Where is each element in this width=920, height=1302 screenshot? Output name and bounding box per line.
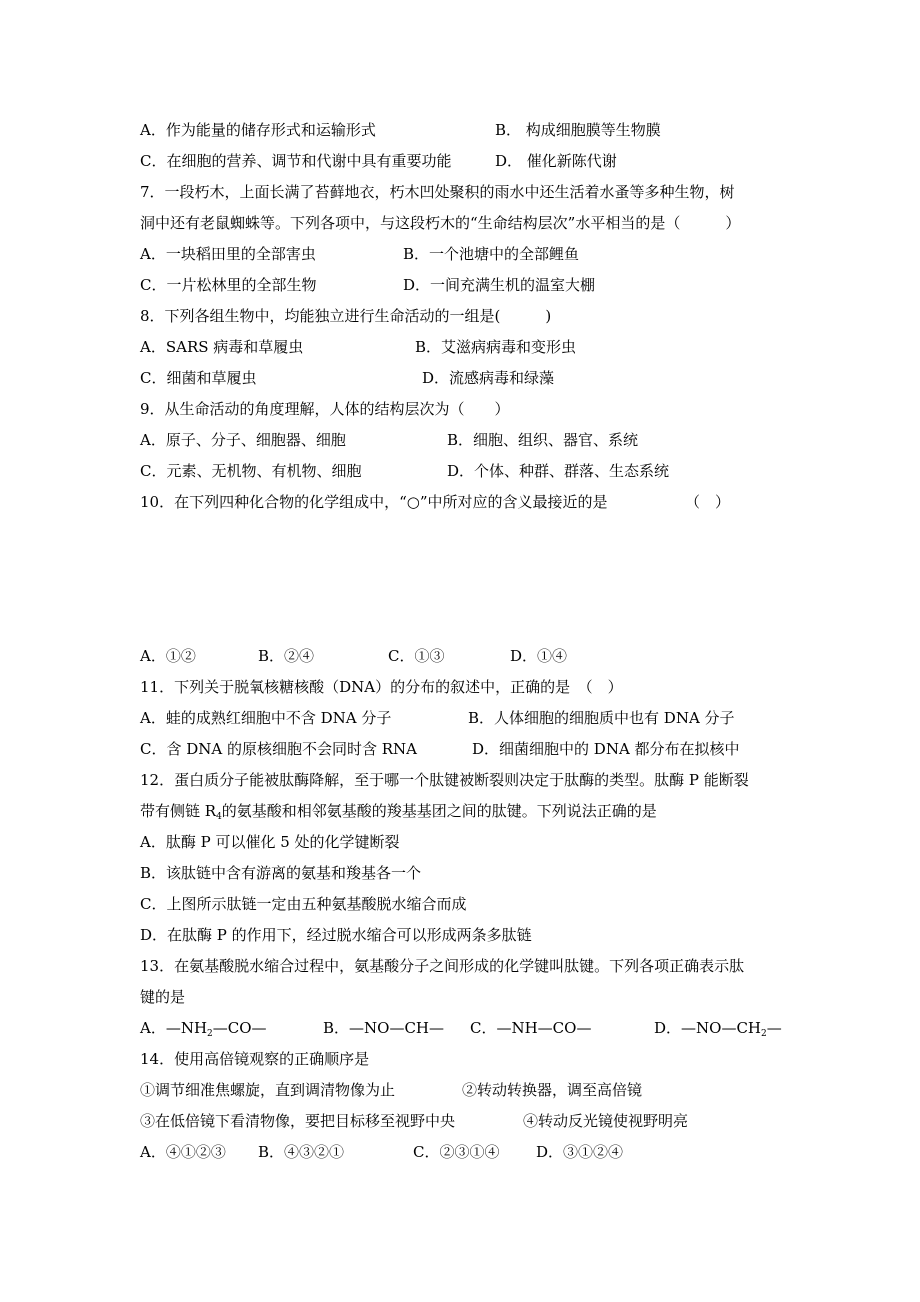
q14-option-c: C．②③①④	[413, 1143, 500, 1161]
q12-option-d: D．在肽酶 P 的作用下，经过脱水缩合可以形成两条多肽链	[140, 926, 532, 944]
q6-option-d: D． 催化新陈代谢	[495, 152, 617, 170]
q11-option-b: B．人体细胞的细胞质中也有 DNA 分子	[468, 709, 735, 727]
q13-option-a-subscript: 2	[207, 1029, 213, 1039]
q11-stem: 11．下列关于脱氧核糖核酸（DNA）的分布的叙述中，正确的是 （ ）	[140, 678, 623, 696]
q6-option-b: B． 构成细胞膜等生物膜	[495, 121, 661, 139]
q8-option-a: A．SARS 病毒和草履虫	[140, 338, 304, 356]
q13-stem-line-1: 13．在氨基酸脱水缩合过程中，氨基酸分子之间形成的化学键叫肽键。下列各项正确表示肽	[140, 957, 745, 975]
q13-option-d	[654, 1018, 782, 1038]
q11-option-d: D．细菌细胞中的 DNA 都分布在拟核中	[472, 740, 740, 758]
q13-option-d-start: D．—NO—CH	[654, 1019, 762, 1037]
q12-stem-line-1: 12．蛋白质分子能被肽酶降解，至于哪一个肽键被断裂则决定于肽酶的类型。肽酶 P 能断裂	[140, 771, 749, 789]
q10-option-d: D．①④	[510, 647, 568, 665]
q13-option-c: C．—NH—CO—	[470, 1019, 592, 1037]
q12-option-a: A．肽酶 P 可以催化 5 处的化学键断裂	[140, 833, 400, 851]
q11-option-c: C．含 DNA 的原核细胞不会同时含 RNA	[140, 740, 418, 758]
q12-stem-line-2-start: 带有侧链 R	[140, 802, 217, 820]
q12-stem-line-2-end: 的氨基酸和相邻氨基酸的羧基基团之间的肽键。下列说法正确的是	[221, 802, 657, 820]
q13-option-a-end: —CO—	[212, 1019, 267, 1037]
q9-option-a: A．原子、分子、细胞器、细胞	[140, 431, 346, 449]
q9-option-d: D．个体、种群、群落、生态系统	[447, 462, 670, 480]
q12-r-subscript: 4	[216, 812, 222, 822]
q7-option-d: D．一间充满生机的温室大棚	[403, 276, 596, 294]
q12-option-c: C．上图所示肽链一定由五种氨基酸脱水缩合而成	[140, 895, 467, 913]
q7-stem-line-1: 7．一段朽木，上面长满了苔藓地衣，朽木凹处聚积的雨水中还生活着水蚤等多种生物，树	[140, 183, 735, 201]
q8-option-c: C．细菌和草履虫	[140, 369, 257, 387]
q13-option-b: B．—NO—CH—	[323, 1019, 445, 1037]
q14-step-4: ④转动反光镜使视野明亮	[523, 1112, 689, 1130]
q12-stem-line-2	[140, 801, 657, 821]
q14-step-3: ③在低倍镜下看清物像，要把目标移至视野中央	[140, 1112, 456, 1130]
q8-option-d: D．流感病毒和绿藻	[422, 369, 555, 387]
q9-option-b: B．细胞、组织、器官、系统	[447, 431, 639, 449]
q10-option-a: A．①②	[140, 647, 196, 665]
q13-stem-line-2: 键的是	[140, 988, 186, 1006]
q12-option-b: B．该肽链中含有游离的氨基和羧基各一个	[140, 864, 422, 882]
q8-stem: 8．下列各组生物中，均能独立进行生命活动的一组是( )	[140, 307, 552, 325]
q6-option-c: C．在细胞的营养、调节和代谢中具有重要功能	[140, 152, 452, 170]
q7-stem-line-2: 洞中还有老鼠蜘蛛等。下列各项中，与这段朽木的“生命结构层次”水平相当的是（ ）	[140, 214, 741, 232]
q10-option-c: C．①③	[388, 647, 445, 665]
q11-option-a: A．蛙的成熟红细胞中不含 DNA 分子	[140, 709, 392, 727]
q7-option-c: C．一片松林里的全部生物	[140, 276, 317, 294]
q7-option-b: B．一个池塘中的全部鲤鱼	[403, 245, 580, 263]
q9-stem: 9．从生命活动的角度理解，人体的结构层次为（ ）	[140, 400, 510, 418]
q6-option-a: A．作为能量的储存形式和运输形式	[140, 121, 376, 139]
q14-option-b: B．④③②①	[258, 1143, 345, 1161]
q14-stem: 14．使用高倍镜观察的正确顺序是	[140, 1050, 370, 1068]
q10-stem: 10．在下列四种化合物的化学组成中，“○”中所对应的含义最接近的是	[140, 493, 608, 511]
q14-step-2: ②转动转换器，调至高倍镜	[462, 1081, 643, 1099]
q10-option-b: B．②④	[258, 647, 315, 665]
q10-answer-paren: （ ）	[685, 493, 731, 511]
q13-option-a-start: A．—NH	[140, 1019, 208, 1037]
q8-option-b: B．艾滋病病毒和变形虫	[415, 338, 577, 356]
q13-option-d-end: —	[766, 1019, 782, 1037]
q7-option-a: A．一块稻田里的全部害虫	[140, 245, 316, 263]
q13-option-a	[140, 1018, 267, 1038]
q13-option-d-subscript: 2	[761, 1029, 767, 1039]
q14-option-a: A．④①②③	[140, 1143, 226, 1161]
q9-option-c: C．元素、无机物、有机物、细胞	[140, 462, 362, 480]
q14-option-d: D．③①②④	[536, 1143, 624, 1161]
q14-step-1: ①调节细准焦螺旋，直到调清物像为止	[140, 1081, 396, 1099]
